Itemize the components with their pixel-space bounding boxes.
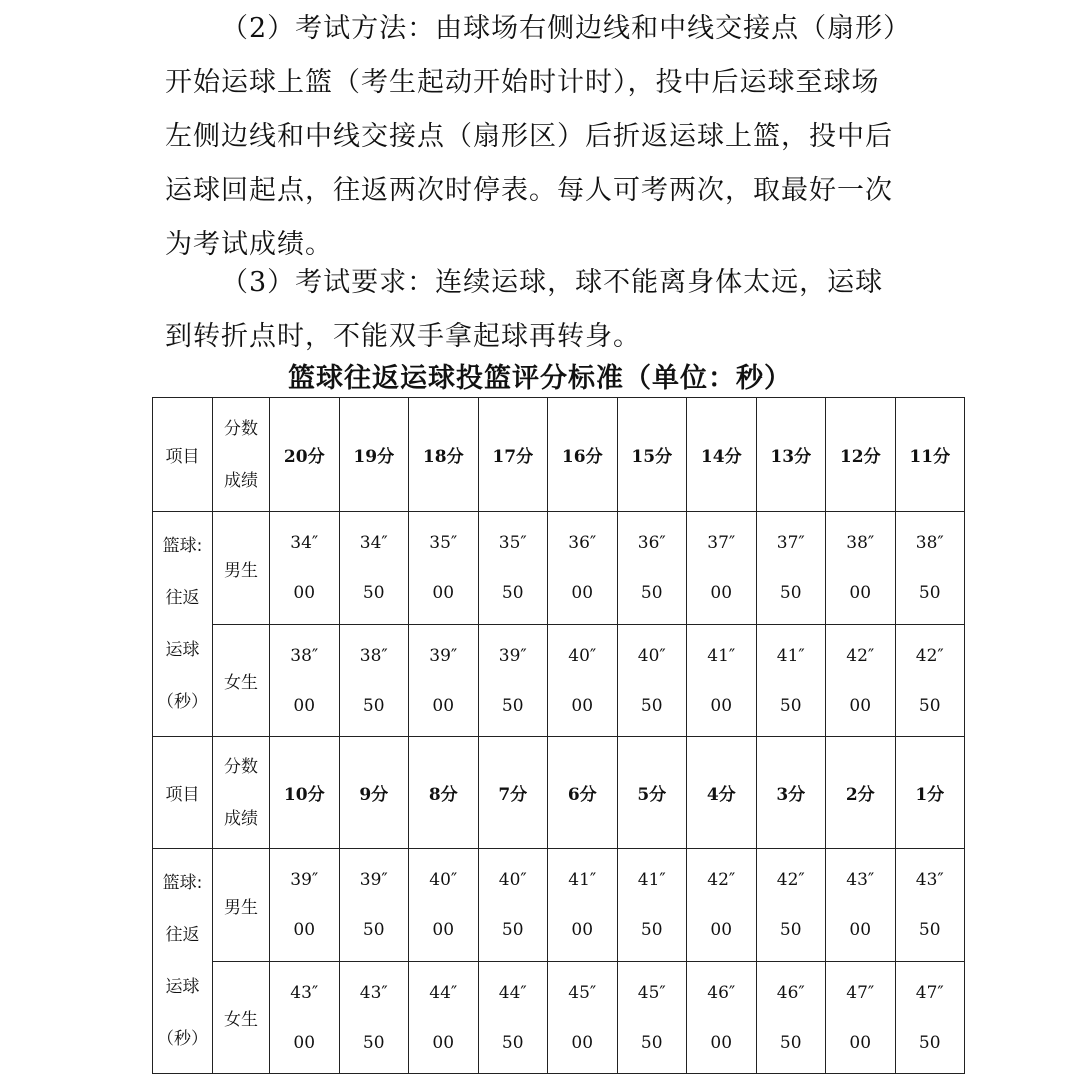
female-time-cell [478,962,548,1074]
time-hundredths: 00 [849,583,872,603]
time-seconds: 39″ [429,645,458,666]
female-time-cell [478,625,548,737]
time-hundredths: 50 [779,1032,802,1053]
time-seconds: 36″ [637,533,666,553]
exam-method-paragraph [165,2,925,272]
time-hundredths: 00 [293,583,316,603]
time-seconds: 39″ [498,645,527,666]
time-seconds: 42″ [846,645,875,666]
time-seconds: 34″ [359,533,388,553]
score-header-cell: 2分 [826,737,896,849]
time-seconds: 43″ [290,982,319,1003]
female-time-cell [548,625,618,737]
male-time-cell [548,512,618,625]
time-seconds: 36″ [568,533,597,553]
time-hundredths: 50 [640,1032,663,1053]
time-seconds: 43″ [846,870,875,890]
female-time-cell [270,625,340,737]
score-result-header-cell [213,737,270,849]
time-hundredths: 50 [362,695,385,716]
female-time-cell [756,962,826,1074]
time-hundredths: 50 [918,1032,941,1053]
item-line: 运球 [165,977,200,997]
time-seconds: 39″ [290,870,319,890]
male-label: 男生 [213,512,270,625]
time-seconds: 42″ [776,870,805,890]
male-time-cell [548,849,618,962]
time-hundredths: 00 [432,695,455,716]
time-hundredths: 00 [849,695,872,716]
score-header-cell: 1分 [895,737,965,849]
female-time-cell [270,962,340,1074]
time-seconds: 41″ [568,870,597,890]
male-time-cell [339,849,409,962]
time-seconds: 43″ [359,982,388,1003]
time-hundredths: 50 [779,695,802,716]
time-seconds: 40″ [498,870,527,890]
score-header-cell: 7分 [478,737,548,849]
time-hundredths: 50 [779,583,802,603]
time-hundredths: 50 [362,1032,385,1053]
project-header-cell: 项目 [153,398,213,512]
time-hundredths: 50 [501,583,524,603]
time-seconds: 41″ [707,645,736,666]
time-hundredths: 00 [432,583,455,603]
time-hundredths: 50 [640,920,663,940]
time-seconds: 37″ [707,533,736,553]
time-seconds: 38″ [290,645,319,666]
time-hundredths: 00 [571,695,594,716]
time-seconds: 46″ [707,982,736,1003]
time-seconds: 40″ [568,645,597,666]
score-header-cell: 14分 [687,398,757,512]
time-seconds: 39″ [359,870,388,890]
item-cell [153,512,213,737]
female-label: 女生 [213,962,270,1074]
female-time-cell [826,625,896,737]
time-seconds: 42″ [915,645,944,666]
header-row [153,737,965,849]
time-hundredths: 00 [710,583,733,603]
time-hundredths: 50 [362,583,385,603]
male-time-cell [409,512,479,625]
score-header-cell: 4分 [687,737,757,849]
score-header-cell: 10分 [270,737,340,849]
time-hundredths: 00 [571,920,594,940]
time-seconds: 41″ [637,870,666,890]
female-time-cell [617,625,687,737]
diag-top-label: 分数 [224,418,258,439]
time-hundredths: 00 [849,1032,872,1053]
item-line: 篮球: [162,536,203,556]
time-hundredths: 50 [918,695,941,716]
female-time-cell [756,625,826,737]
time-seconds: 35″ [429,533,458,553]
female-time-cell [687,625,757,737]
text-line: （2）考试方法：由球场右侧边线和中线交接点（扇形） [221,13,912,44]
item-cell [153,849,213,1074]
time-seconds: 38″ [359,645,388,666]
male-time-cell [409,849,479,962]
time-hundredths: 00 [293,920,316,940]
time-hundredths: 50 [640,695,663,716]
female-time-cell [339,962,409,1074]
time-seconds: 35″ [498,533,527,553]
time-hundredths: 00 [293,695,316,716]
male-time-cell [478,512,548,625]
male-time-cell [895,849,965,962]
time-seconds: 43″ [915,870,944,890]
time-hundredths: 00 [432,920,455,940]
score-header-cell: 19分 [339,398,409,512]
time-seconds: 45″ [568,982,597,1003]
time-hundredths: 50 [501,1032,524,1053]
time-hundredths: 00 [849,920,872,940]
time-hundredths: 00 [571,1032,594,1053]
time-hundredths: 50 [501,920,524,940]
time-hundredths: 50 [501,695,524,716]
score-header-cell: 20分 [270,398,340,512]
time-seconds: 42″ [707,870,736,890]
header-row [153,398,965,512]
male-time-cell [687,849,757,962]
item-line: （秒） [157,692,208,712]
diag-bottom-label: 成绩 [224,470,258,491]
score-header-cell: 9分 [339,737,409,849]
female-label: 女生 [213,625,270,737]
time-hundredths: 00 [432,1032,455,1053]
female-time-cell [409,962,479,1074]
male-time-cell [339,512,409,625]
male-time-cell [826,849,896,962]
time-seconds: 40″ [637,645,666,666]
male-row [153,849,965,962]
score-table [152,397,965,1074]
female-time-cell [548,962,618,1074]
score-header-cell: 16分 [548,398,618,512]
score-header-cell: 17分 [478,398,548,512]
text-line: 为考试成绩。 [165,229,333,260]
male-time-cell [617,512,687,625]
score-header-cell: 18分 [409,398,479,512]
time-hundredths: 00 [293,1032,316,1053]
female-time-cell [826,962,896,1074]
text-line: 左侧边线和中线交接点（扇形区）后折返运球上篮，投中后 [165,121,893,152]
male-row [153,512,965,625]
score-header-cell: 5分 [617,737,687,849]
score-header-cell: 13分 [756,398,826,512]
item-line: （秒） [157,1029,208,1049]
female-time-cell [895,625,965,737]
time-hundredths: 50 [640,583,663,603]
time-seconds: 44″ [429,982,458,1003]
time-hundredths: 00 [710,1032,733,1053]
female-row [153,962,965,1074]
item-line: 运球 [165,640,200,660]
diag-top-label: 分数 [224,756,258,777]
time-seconds: 47″ [915,982,944,1003]
female-time-cell [339,625,409,737]
score-header-cell: 12分 [826,398,896,512]
time-seconds: 44″ [498,982,527,1003]
item-line: 篮球: [162,873,203,893]
male-time-cell [756,849,826,962]
male-time-cell [826,512,896,625]
item-line: 往返 [165,925,200,945]
diag-bottom-label: 成绩 [224,808,258,829]
male-time-cell [270,849,340,962]
male-time-cell [756,512,826,625]
female-row [153,625,965,737]
score-header-cell: 8分 [409,737,479,849]
item-line: 往返 [165,588,200,608]
time-seconds: 41″ [776,645,805,666]
time-seconds: 47″ [846,982,875,1003]
text-line: 开始运球上篮（考生起动开始时计时），投中后运球至球场 [165,67,880,98]
male-label: 男生 [213,849,270,962]
time-hundredths: 50 [918,920,941,940]
time-seconds: 34″ [290,533,319,553]
score-header-cell: 3分 [756,737,826,849]
female-time-cell [617,962,687,1074]
text-line: 运球回起点，往返两次时停表。每人可考两次，取最好一次 [165,175,893,206]
time-seconds: 40″ [429,870,458,890]
score-header-cell: 6分 [548,737,618,849]
time-hundredths: 00 [710,920,733,940]
male-time-cell [270,512,340,625]
time-hundredths: 50 [362,920,385,940]
text-line: 到转折点时，不能双手拿起球再转身。 [165,321,641,352]
female-time-cell [687,962,757,1074]
score-header-cell: 15分 [617,398,687,512]
time-seconds: 37″ [776,533,805,553]
time-hundredths: 50 [779,920,802,940]
score-result-header-cell [213,398,270,512]
score-table-body [153,398,965,1074]
female-time-cell [409,625,479,737]
project-header-cell: 项目 [153,737,213,849]
male-time-cell [687,512,757,625]
time-seconds: 38″ [846,533,875,553]
male-time-cell [617,849,687,962]
male-time-cell [895,512,965,625]
text-line: （3）考试要求：连续运球，球不能离身体太远，运球 [221,267,884,298]
time-hundredths: 50 [918,583,941,603]
male-time-cell [478,849,548,962]
female-time-cell [895,962,965,1074]
score-header-cell: 11分 [895,398,965,512]
time-hundredths: 00 [571,583,594,603]
exam-requirement-paragraph [165,256,925,364]
time-seconds: 45″ [637,982,666,1003]
time-hundredths: 00 [710,695,733,716]
table-title: 篮球往返运球投篮评分标准（单位：秒） [288,363,792,394]
time-seconds: 46″ [776,982,805,1003]
time-seconds: 38″ [915,533,944,553]
